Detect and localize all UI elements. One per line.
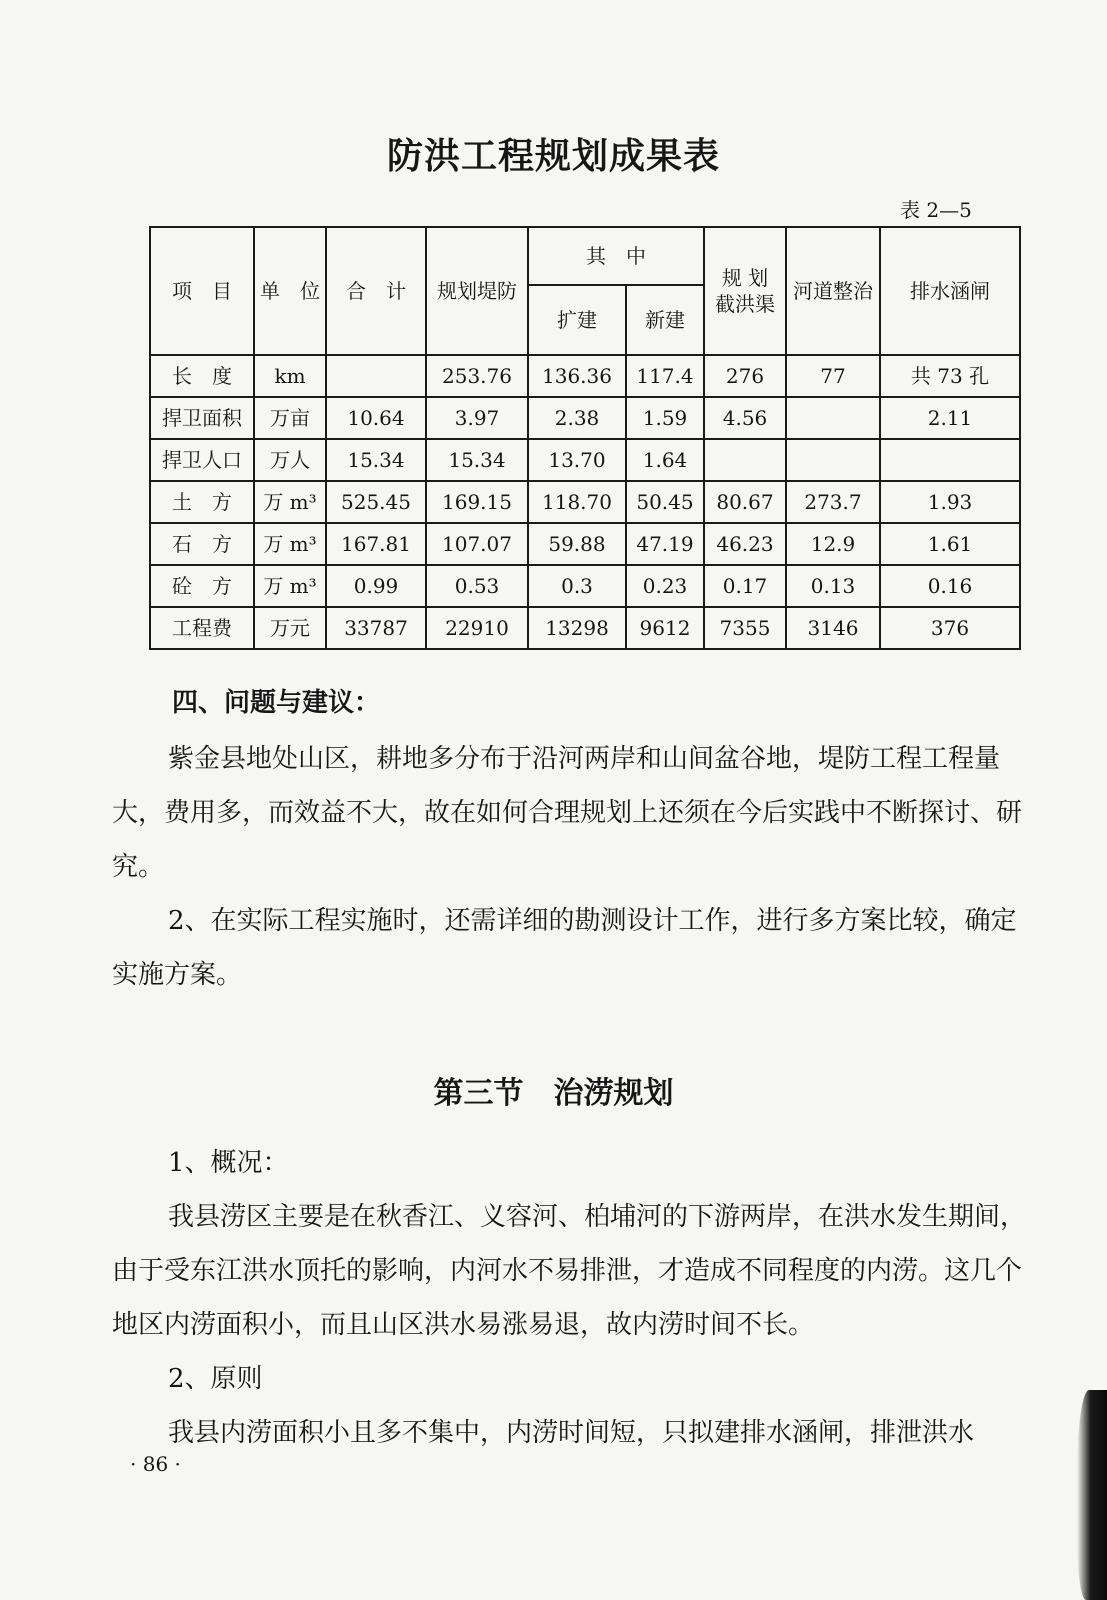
table-cell-total: 33787: [326, 607, 426, 649]
table-cell-levee: 169.15: [426, 481, 528, 523]
table-row: [150, 565, 1020, 607]
table-row: [150, 397, 1020, 439]
table-cell-total: [326, 355, 426, 397]
table-cell-total: 10.64: [326, 397, 426, 439]
table-cell-levee: 0.53: [426, 565, 528, 607]
page-number: · 86 ·: [130, 1452, 181, 1476]
scan-edge-shadow: [1077, 1390, 1107, 1600]
header-river-regulation: 河道整治: [786, 227, 880, 355]
table-cell-new: 0.23: [626, 565, 704, 607]
table-cell-river: 0.13: [786, 565, 880, 607]
header-new: 新建: [626, 285, 704, 355]
table-cell-culvert: 2.11: [880, 397, 1020, 439]
table-cell-river: [786, 439, 880, 481]
table-cell-item: 捍卫面积: [150, 397, 254, 439]
section-title: 第三节 治涝规划: [433, 1076, 674, 1111]
table-cell-river: 77: [786, 355, 880, 397]
table-cell-item: 土 方: [150, 481, 254, 523]
table-row: [150, 481, 1020, 523]
table-row: [150, 355, 1020, 397]
header-unit: 单 位: [254, 227, 326, 355]
header-expand: 扩建: [528, 285, 626, 355]
header-intercept-channel: 规 划 截洪渠: [704, 227, 786, 355]
table-cell-unit: 万元: [254, 607, 326, 649]
table-cell-expand: 59.88: [528, 523, 626, 565]
table-cell-expand: 0.3: [528, 565, 626, 607]
header-total: 合 计: [326, 227, 426, 355]
subheading: 1、概况：: [168, 1148, 289, 1178]
table-cell-levee: 15.34: [426, 439, 528, 481]
paragraph: 2、在实际工程实施时，还需详细的勘测设计工作，进行多方案比较，确定实施方案。: [112, 906, 1017, 990]
table-body: [150, 355, 1020, 649]
table-cell-total: 0.99: [326, 565, 426, 607]
table-cell-levee: 22910: [426, 607, 528, 649]
table-cell-channel: 46.23: [704, 523, 786, 565]
table-cell-channel: 80.67: [704, 481, 786, 523]
table-cell-channel: 7355: [704, 607, 786, 649]
table-cell-channel: 276: [704, 355, 786, 397]
table-cell-unit: 万 m³: [254, 523, 326, 565]
table-cell-total: 167.81: [326, 523, 426, 565]
table-cell-channel: [704, 439, 786, 481]
table-cell-new: 50.45: [626, 481, 704, 523]
table-cell-culvert: 1.61: [880, 523, 1020, 565]
table-cell-new: 1.64: [626, 439, 704, 481]
table-cell-expand: 13298: [528, 607, 626, 649]
table-cell-river: 12.9: [786, 523, 880, 565]
table-cell-channel: 0.17: [704, 565, 786, 607]
table-cell-culvert: 376: [880, 607, 1020, 649]
flood-control-results-table: [149, 226, 1021, 650]
table-cell-unit: 万 m³: [254, 565, 326, 607]
table-cell-item: 石 方: [150, 523, 254, 565]
table-row: [150, 439, 1020, 481]
table-title: 防洪工程规划成果表: [386, 136, 720, 177]
section-heading-issues: 四、问题与建议：: [172, 688, 381, 718]
table-cell-new: 117.4: [626, 355, 704, 397]
table-cell-expand: 136.36: [528, 355, 626, 397]
paragraph: 我县内涝面积小且多不集中，内涝时间短，只拟建排水涵闸，排泄洪水: [168, 1418, 975, 1448]
table-cell-river: 273.7: [786, 481, 880, 523]
paragraph: 我县涝区主要是在秋香江、义容河、柏埔河的下游两岸，在洪水发生期间，由于受东江洪水顶托的影响，内河水不易排泄，才造成不同程度的内涝。这几个地区内涝面积小，而且山区洪水易涨易退，故内涝时间不长。: [112, 1202, 1027, 1340]
table-cell-expand: 13.70: [528, 439, 626, 481]
subheading: 2、原则: [168, 1364, 263, 1394]
table-cell-river: 3146: [786, 607, 880, 649]
table-cell-culvert: 共 73 孔: [880, 355, 1020, 397]
table-cell-total: 525.45: [326, 481, 426, 523]
table-cell-river: [786, 397, 880, 439]
table-row: [150, 607, 1020, 649]
table-number: 表 2—5: [900, 198, 972, 222]
table-cell-unit: km: [254, 355, 326, 397]
table-cell-expand: 118.70: [528, 481, 626, 523]
table-cell-total: 15.34: [326, 439, 426, 481]
table-cell-new: 1.59: [626, 397, 704, 439]
table-cell-levee: 253.76: [426, 355, 528, 397]
paragraph: 紫金县地处山区，耕地多分布于沿河两岸和山间盆谷地，堤防工程工程量大，费用多，而效益不大，故在如何合理规划上还须在今后实践中不断探讨、研究。: [112, 744, 1023, 882]
table-cell-unit: 万人: [254, 439, 326, 481]
table-cell-new: 47.19: [626, 523, 704, 565]
table-cell-item: 长 度: [150, 355, 254, 397]
table-cell-unit: 万亩: [254, 397, 326, 439]
table-cell-item: 工程费: [150, 607, 254, 649]
table-cell-levee: 3.97: [426, 397, 528, 439]
header-item: 项 目: [150, 227, 254, 355]
table-cell-item: 砼 方: [150, 565, 254, 607]
table-cell-expand: 2.38: [528, 397, 626, 439]
table-cell-channel: 4.56: [704, 397, 786, 439]
table-cell-culvert: [880, 439, 1020, 481]
table-cell-culvert: 0.16: [880, 565, 1020, 607]
table-cell-new: 9612: [626, 607, 704, 649]
table-cell-unit: 万 m³: [254, 481, 326, 523]
table-cell-culvert: 1.93: [880, 481, 1020, 523]
header-of-which: 其 中: [528, 227, 704, 285]
header-drainage-culvert: 排水涵闸: [880, 227, 1020, 355]
table-cell-levee: 107.07: [426, 523, 528, 565]
table-row: [150, 523, 1020, 565]
table-cell-item: 捍卫人口: [150, 439, 254, 481]
header-levee: 规划堤防: [426, 227, 528, 355]
